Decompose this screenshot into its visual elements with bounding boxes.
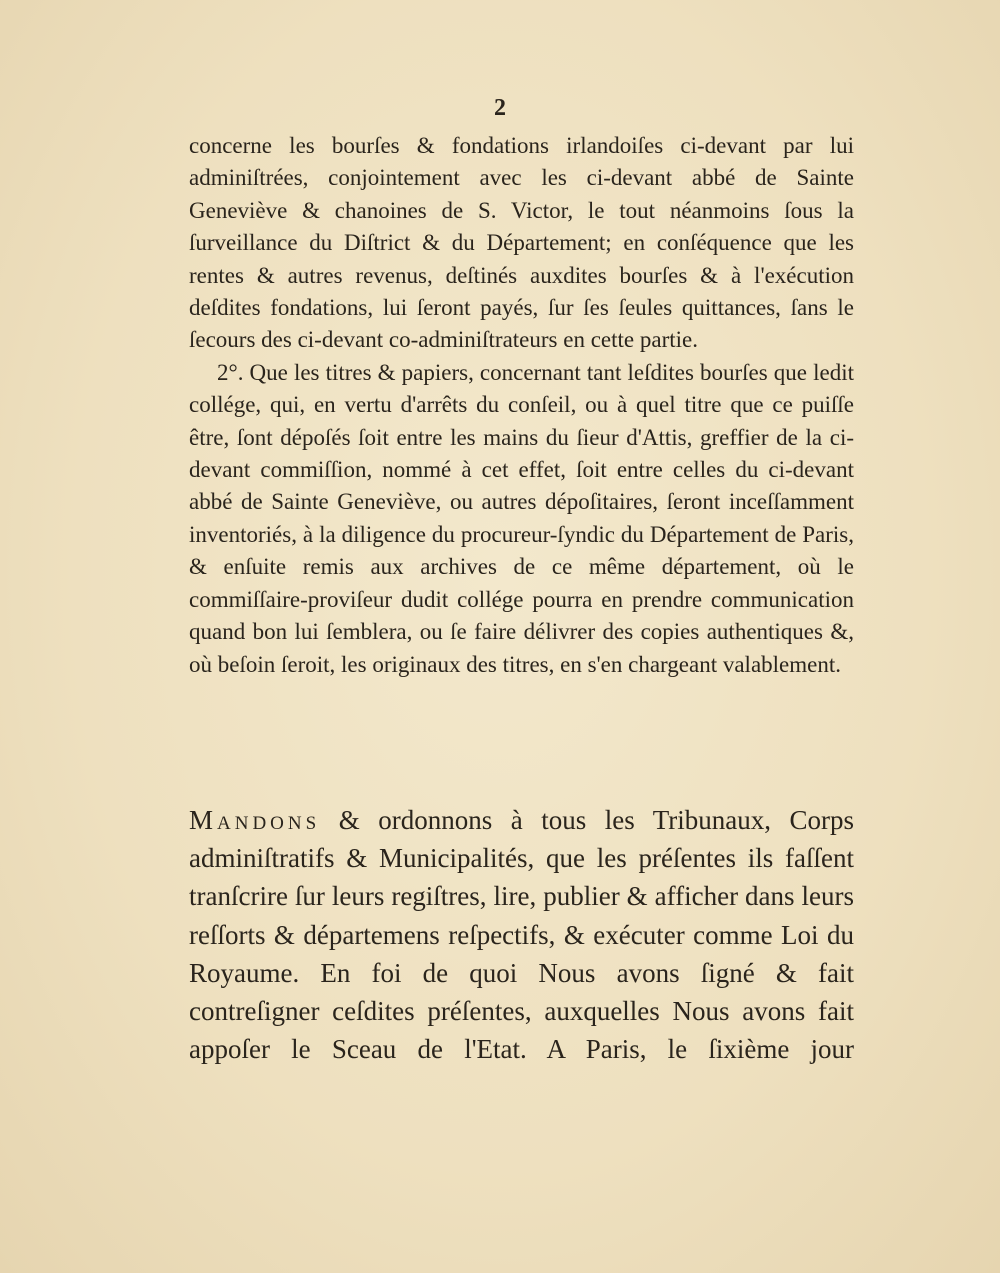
paragraph-titres: 2°. Que les titres & papiers, concernant tant leſdites bourſes que ledit collége, qui, en vertu d'arrêts du conſeil, ou à quel titre que ce puiſſe être, ſont dépoſés ſoit entre les mains du ſieur d'Attis, greffier de la ci-devant commiſſion, nommé à cet effet, ſoit entre celles du ci-devant abbé de Sainte Geneviève, ou autres dépoſitaires, ſeront inceſſamment inventoriés, à la diligence du procureur-ſyndic du Département de Paris, & enſuite remis aux archives de ce même département, où le commiſſaire-proviſeur dudit collége pourra en prendre communication quand bon lui ſemblera, ou ſe faire délivrer des copies authentiques &, où beſoin ſeroit, les originaux des titres, en s'en chargeant valablement. [189, 359, 854, 677]
mandons-text: & ordonnons à tous les Tribunaux, Corps adminiſtratifs & Municipalités, que les préſentes ils faſſent tranſcrire ſur leurs regiſtres, lire, publier & afficher dans leurs reſſorts & départemens reſpectifs, & exécuter comme Loi du Royaume. En foi de quoi Nous avons ſigné & fait contreſigner ceſdites préſentes, auxquelles Nous avons fait appoſer le Sceau de l'Etat. A Paris, le ſixième jour [189, 805, 855, 1065]
upper-text-block [189, 130, 854, 681]
mandons-paragraph [189, 801, 854, 1068]
paragraph-bourses: concerne les bourſes & fondations irlandoiſes ci-devant par lui adminiſtrées, conjointement avec les ci-devant abbé de Sainte Geneviève & chanoines de S. Victor, le tout néanmoins ſous la ſurveillance du Diſtrict & du Département; en conſéquence que les rentes & autres revenus, deſtinés auxdites bourſes & à l'exécution deſdites fondations, lui ſeront payés, ſur ſes ſeules quittances, ſans le ſecours des ci-devant co-adminiſtrateurs en cette partie. [189, 133, 854, 353]
page-number: 2 [494, 95, 506, 121]
mandons-lead-word: Mandons [189, 805, 321, 835]
